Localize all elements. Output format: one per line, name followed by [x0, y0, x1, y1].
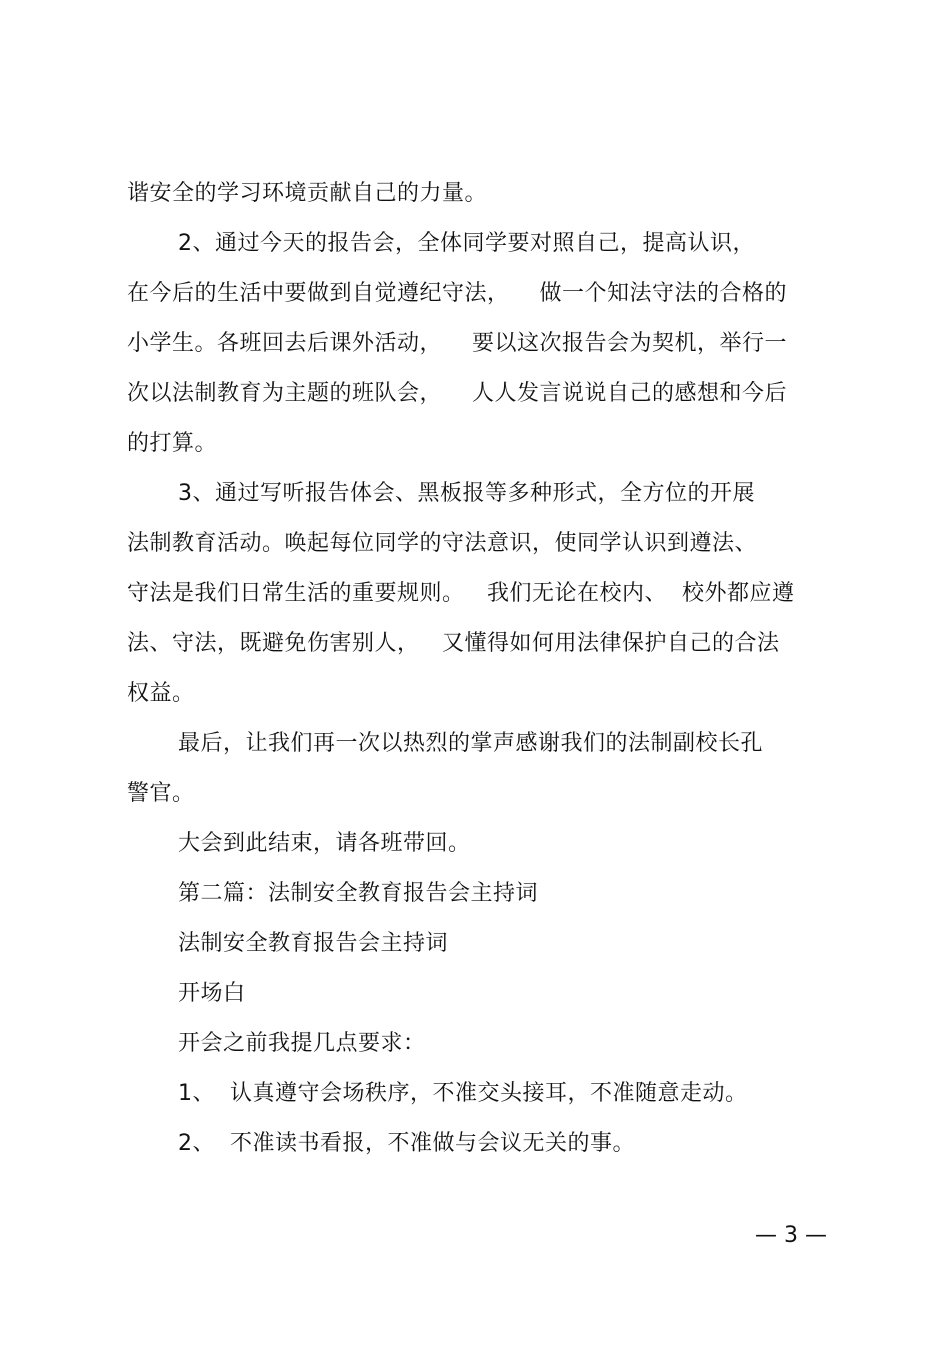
paragraph-line: 法、守法，既避免伤害别人， 又懂得如何用法律保护自己的合法 — [127, 631, 780, 656]
list-item: 2、 不准读书看报，不准做与会议无关的事。 — [178, 1131, 635, 1156]
paragraph-line: 大会到此结束，请各班带回。 — [178, 831, 471, 856]
paragraph-line: 权益。 — [127, 681, 195, 706]
paragraph-line: 在今后的生活中要做到自觉遵纪守法， 做一个知法守法的合格的 — [127, 281, 787, 306]
paragraph-line: 法制教育活动。唤起每位同学的守法意识，使同学认识到遵法、 — [127, 531, 758, 556]
paragraph-line: 守法是我们日常生活的重要规则。 我们无论在校内、 校外都应遵 — [127, 581, 795, 606]
paragraph-line: 警官。 — [127, 781, 195, 806]
paragraph-line: 开会之前我提几点要求： — [178, 1031, 426, 1056]
list-item: 1、 认真遵守会场秩序，不准交头接耳，不准随意走动。 — [178, 1081, 748, 1106]
section-title: 法制安全教育报告会主持词 — [178, 931, 449, 956]
paragraph-line: 小学生。各班回去后课外活动， 要以这次报告会为契机，举行一 — [127, 331, 787, 356]
page-number: — 3 — — [755, 1223, 827, 1248]
paragraph-line: 的打算。 — [127, 431, 218, 456]
paragraph-line: 最后，让我们再一次以热烈的掌声感谢我们的法制副校长孔 — [178, 731, 764, 756]
section-heading: 第二篇：法制安全教育报告会主持词 — [178, 881, 539, 906]
paragraph-line: 3、通过写听报告体会、黑板报等多种形式，全方位的开展 — [178, 481, 755, 506]
paragraph-line: 次以法制教育为主题的班队会， 人人发言说说自己的感想和今后 — [127, 381, 787, 406]
subsection-title: 开场白 — [178, 981, 246, 1006]
paragraph-line: 2、通过今天的报告会，全体同学要对照自己，提高认识， — [178, 231, 755, 256]
paragraph-line: 谐安全的学习环境贡献自己的力量。 — [127, 181, 488, 206]
